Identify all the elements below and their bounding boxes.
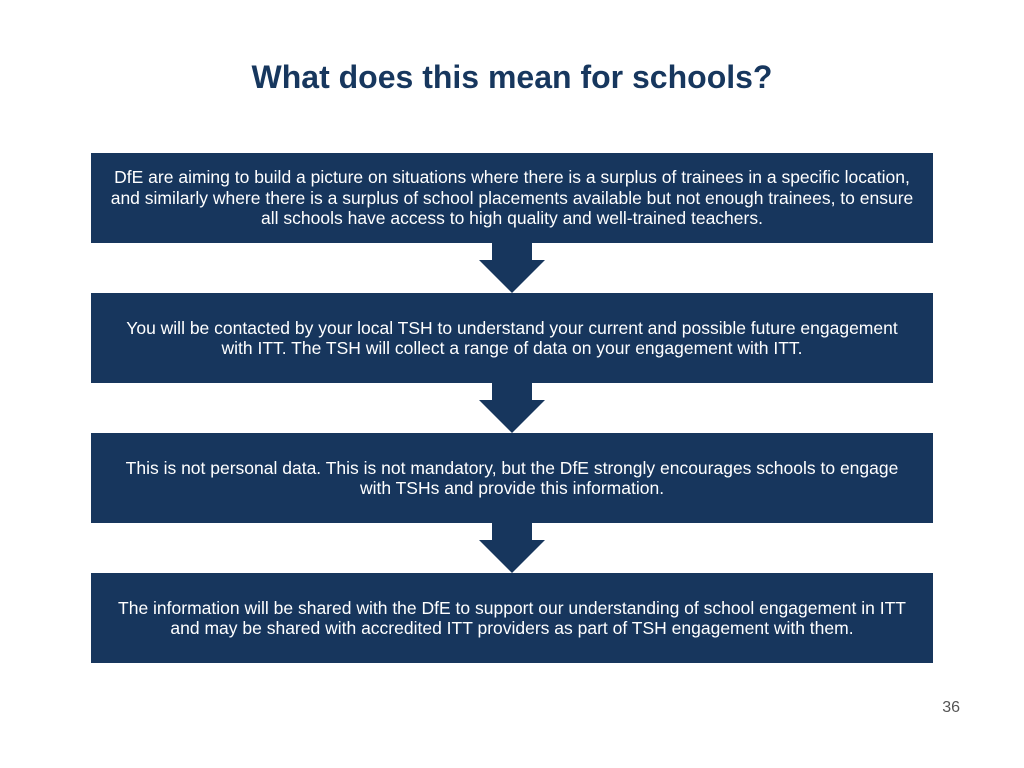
flow-step-2-text: You will be contacted by your local TSH to understand your current and possible future engagement with ITT. The TSH will collect a range of data on your engagement with ITT. bbox=[126, 317, 898, 358]
flow-step-4-text: The information will be shared with the DfE to support our understanding of school engagement in ITT and may be shared with accredited ITT providers as part of TSH engagement with them. bbox=[118, 597, 906, 638]
down-arrow-icon bbox=[479, 523, 545, 573]
page-number: 36 bbox=[942, 699, 960, 716]
down-arrow-icon bbox=[479, 383, 545, 433]
down-arrow-icon bbox=[479, 243, 545, 293]
flow-step-3-text: This is not personal data. This is not mandatory, but the DfE strongly encourages schools to engage with TSHs and provide this information. bbox=[125, 457, 899, 498]
slide-title: What does this mean for schools? bbox=[251, 59, 773, 95]
flow-step-1-text: DfE are aiming to build a picture on situations where there is a surplus of trainees in a specific location, and similarly where there is a surplus of school placements available but not enough trainees, to ensure all schools have access to high quality and well-trained teachers. bbox=[110, 167, 914, 229]
flow-step-2 bbox=[91, 293, 933, 383]
flow-step-4 bbox=[91, 573, 933, 663]
flow-step-3 bbox=[91, 433, 933, 523]
flow-step-1 bbox=[91, 153, 933, 243]
